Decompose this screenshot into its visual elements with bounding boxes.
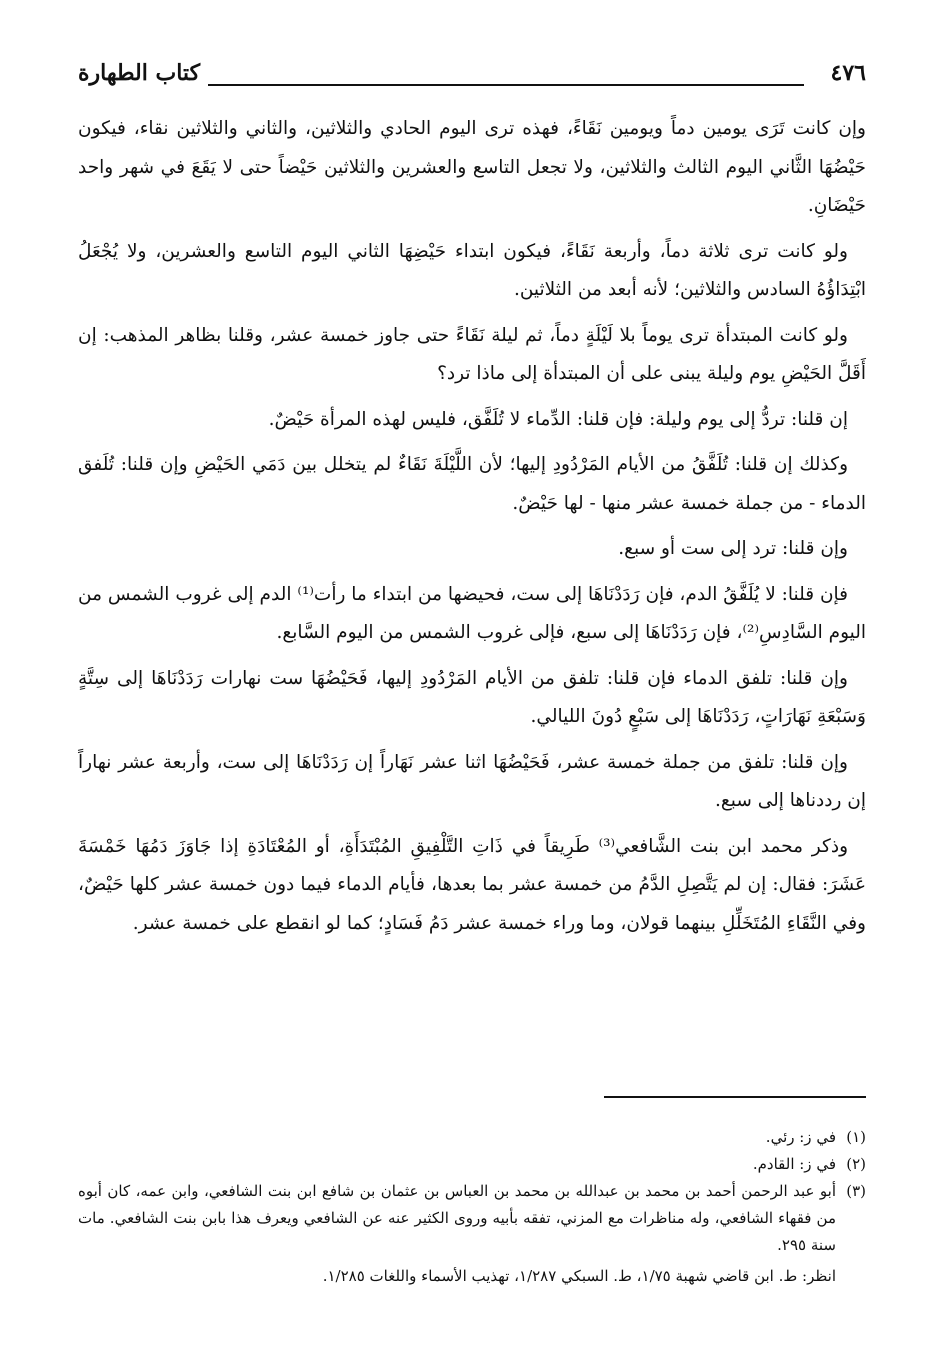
paragraph: فإن قلنا: لا يُلَفَّقُ الدم، فإن رَدَدْنَاهَا إلى ست، فحيضها من ابتداء ما رأت⁽¹⁾ الدم إلى غروب الشمس من اليوم السَّادِسِ⁽²⁾، فإن رَدَدْنَاهَا إلى سبع، فإلى غروب الشمس من اليوم السَّابع. <box>78 583 866 643</box>
main-text <box>78 110 866 950</box>
paragraph: وذكر محمد ابن بنت الشَّافعي⁽³⁾ طَرِيقاً في ذَاتِ التَّلْفِيقِ المُبْتَدَأَةِ، أو المُعْتَادَةِ إذا جَاوَزَ دَمُهَا خَمْسَةَ عَشَرَ: فقال: إن لم يَتَّصِلِ الدَّمُ من خمسة عشر بما بعدها، فأيام الدماء فيما دون خمسة عشر كلها حَيْضٌ، وفي النَّقَاءِ المُتَخَلِّلِ بينهما قولان، وما وراء خمسة عشر دَمُ فَسَادٍ؛ كما لو انقطع على خمسة عشر. <box>78 835 866 934</box>
paragraph: وإن قلنا: ترد إلى ست أو سبع. <box>618 538 848 559</box>
paragraph: ولو كانت المبتدأة ترى يوماً بلا لَيْلَةٍ دماً، ثم ليلة نَقَاءً حتى جاوز خمسة عشر، وقلنا بظاهر المذهب: إن أَقَلَّ الحَيْضِ يوم وليلة يبنى على أن المبتدأة إلى ماذا ترد؟ <box>78 324 866 384</box>
footnote-item <box>78 1124 866 1151</box>
footnote-separator <box>604 1096 866 1098</box>
footnote-item <box>78 1178 866 1259</box>
paragraph: إن قلنا: تردُّ إلى يوم وليلة: فإن قلنا: الدِّماء لا تُلَفَّق، فليس لهذه المرأة حَيْضٌ. <box>268 408 848 430</box>
footnote-item <box>78 1151 866 1178</box>
page-number: ٤٧٦ <box>830 60 866 86</box>
page-header <box>78 60 866 90</box>
header-rule <box>208 84 804 86</box>
footnote-number: (١) <box>846 1128 866 1146</box>
paragraph: وإن كانت تَرَى يومين دماً ويومين نَقَاءً، فهذه ترى اليوم الحادي والثلاثين، والثاني والثلاثين نقاء، فيكون حَيْضُهَا الثَّاني اليوم الثالث والثلاثين، ولا تجعل التاسع والعشرين والثلاثين حَيْضاً حتى لا يَقَعَ في شهر واحد حَيْضَانِ. <box>78 118 866 216</box>
paragraph: وإن قلنا: تلفق الدماء فإن قلنا: تلفق من الأيام المَرْدُودِ إليها، فَحَيْضُهَا ست نهارات رَدَدْنَاهَا إلى سِتَّةٍ وَسَبْعَةِ نَهَارَاتٍ، رَدَدْنَاهَا إلى سَبْعٍ دُونَ الليالي. <box>78 667 866 727</box>
footnote-text: في ز: القادم. <box>752 1155 836 1173</box>
footnote-text: أبو عبد الرحمن أحمد بن محمد بن عبدالله بن محمد بن العباس بن عثمان بن شافع ابن بنت الشافعي، وابن عمه، كان أبوه من فقهاء الشافعي، وله مناظرات مع المزني، تفقه بأبيه وروى الكثير عنه عن الشافعي ويعرف هذا بابن بنت الشافعي. مات سنة ٢٩٥. <box>78 1182 836 1254</box>
paragraph: وكذلك إن قلنا: تُلَفَّقُ من الأيام المَرْدُودِ إليها؛ لأن اللَّيْلَةَ نَقَاءٌ لم يتخلل بين دَمَي الحَيْضِ وإن قلنا: تُلَفق الدماء - من جملة خمسة عشر منها - لها حَيْضٌ. <box>78 454 866 514</box>
paragraph: وإن قلنا: تلفق من جملة خمسة عشر، فَحَيْضُهَا اثنا عشر نَهَاراً إن رَدَدْنَاهَا إلى ست، وأربعة عشر نهاراً إن رددناها إلى سبع. <box>78 751 866 811</box>
footnotes <box>78 1124 866 1290</box>
footnote-text: في ز: رئي. <box>765 1128 836 1146</box>
book-title: كتاب الطهارة <box>78 60 201 86</box>
footnote-number: (٢) <box>846 1155 866 1173</box>
footnote-source: انظر: ط. ابن قاضي شهبة ١/٧٥، ط. السبكي ١/٢٨٧، تهذيب الأسماء واللغات ١/٢٨٥. <box>322 1267 836 1285</box>
footnote-number: (٣) <box>846 1182 866 1200</box>
paragraph: ولو كانت ترى ثلاثة دماً، وأربعة نَقَاءً، فيكون ابتداء حَيْضِهَا الثاني اليوم التاسع والعشرين، ولا يُجْعَلُ ابْتِدَاؤُهُ السادس والثلاثين؛ لأنه أبعد من الثلاثين. <box>78 240 866 300</box>
